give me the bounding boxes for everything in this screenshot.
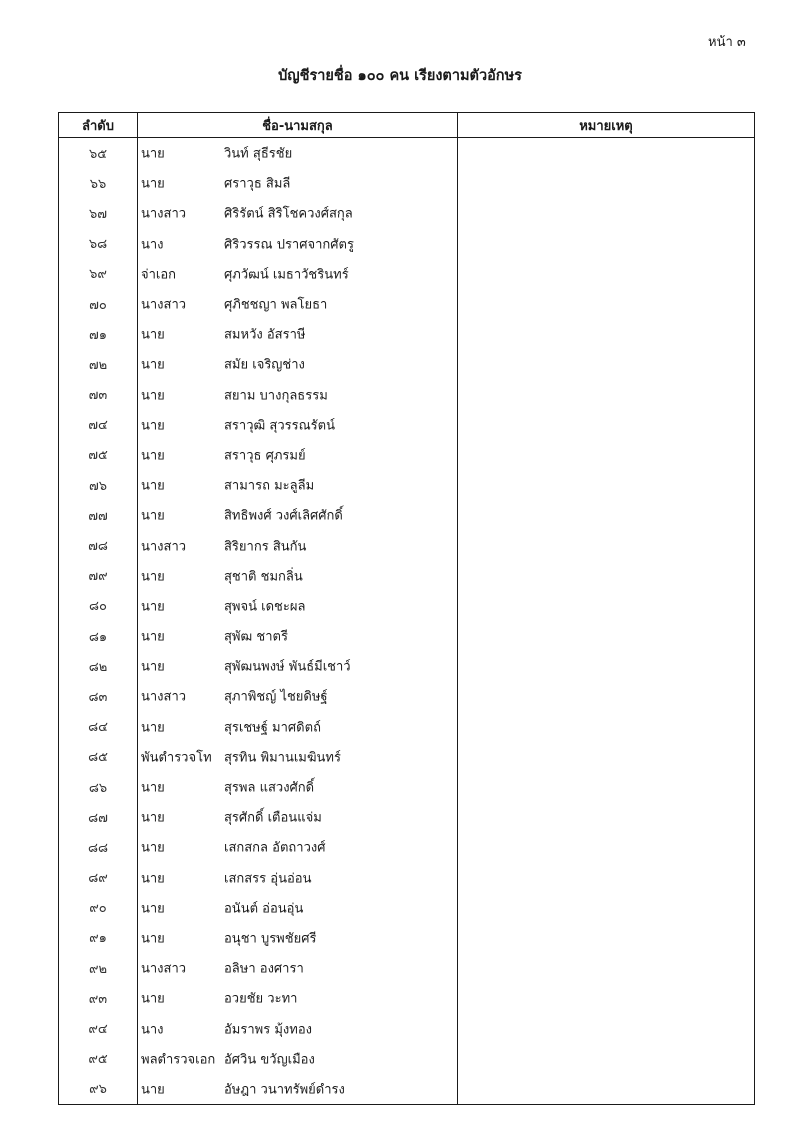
row-remark <box>458 349 755 379</box>
row-name-cell <box>138 168 458 198</box>
row-order-number: ๗๔ <box>59 410 138 440</box>
name-prefix: นาง <box>141 1022 164 1038</box>
page-number: หน้า ๓ <box>708 35 746 50</box>
table-row <box>59 651 755 681</box>
name-prefix: นาย <box>141 780 165 796</box>
row-name-cell <box>138 289 458 319</box>
row-name-cell <box>138 923 458 953</box>
row-name-cell <box>138 983 458 1013</box>
name-prefix: นาย <box>141 629 165 645</box>
row-order-number: ๗๕ <box>59 440 138 470</box>
name-prefix: นางสาว <box>141 297 187 313</box>
table-row <box>59 1074 755 1105</box>
row-name-cell <box>138 138 458 169</box>
row-remark <box>458 651 755 681</box>
full-name: สุภาพิชญ์ ไชยดิษฐ์ <box>224 689 328 705</box>
table-row <box>59 681 755 711</box>
row-remark <box>458 561 755 591</box>
row-order-number: ๖๘ <box>59 229 138 259</box>
full-name: สราวุธ ศุภรมย์ <box>224 448 306 464</box>
row-order-number: ๖๕ <box>59 138 138 169</box>
row-name-cell <box>138 500 458 530</box>
table-row <box>59 138 755 169</box>
row-remark <box>458 863 755 893</box>
row-remark <box>458 621 755 651</box>
full-name: อัศวิน ขวัญเมือง <box>224 1052 315 1068</box>
row-name-cell <box>138 470 458 500</box>
full-name: อนุชา บูรพชัยศรี <box>224 931 317 947</box>
name-prefix: จ่าเอก <box>141 267 177 283</box>
full-name: สุพัฒนพงษ์ พันธ์มีเชาว์ <box>224 659 351 675</box>
table-row <box>59 591 755 621</box>
table-row <box>59 712 755 742</box>
full-name: เสกสรร อุ่นอ่อน <box>224 871 312 887</box>
row-remark <box>458 953 755 983</box>
row-remark <box>458 1013 755 1043</box>
full-name: อัษฎา วนาทรัพย์ดำรง <box>224 1082 345 1098</box>
row-remark <box>458 138 755 169</box>
row-order-number: ๙๖ <box>59 1074 138 1105</box>
row-remark <box>458 380 755 410</box>
row-remark <box>458 681 755 711</box>
row-name-cell <box>138 1044 458 1074</box>
row-order-number: ๙๑ <box>59 923 138 953</box>
full-name: เสกสกล อัตถาวงศ์ <box>224 840 326 856</box>
name-prefix: นาย <box>141 931 165 947</box>
row-remark <box>458 229 755 259</box>
full-name: สุรพล แสวงศักดิ์ <box>224 780 315 796</box>
full-name: ศราวุธ สิมลี <box>224 176 291 192</box>
row-name-cell <box>138 319 458 349</box>
name-prefix: นาย <box>141 1082 165 1098</box>
full-name: ศุภิชชญา พลโยธา <box>224 297 328 313</box>
row-name-cell <box>138 863 458 893</box>
row-remark <box>458 923 755 953</box>
table-row <box>59 530 755 560</box>
full-name: สุรทิน พิมานเมฆินทร์ <box>224 750 341 766</box>
name-prefix: พันตำรวจโท <box>141 750 212 766</box>
row-remark <box>458 319 755 349</box>
row-name-cell <box>138 1013 458 1043</box>
full-name: ศิริวรรณ ปราศจากศัตรู <box>224 237 354 253</box>
column-header-order: ลำดับ <box>59 113 138 138</box>
name-prefix: นาย <box>141 176 165 192</box>
name-prefix: นางสาว <box>141 539 187 555</box>
table-row <box>59 621 755 651</box>
row-name-cell <box>138 742 458 772</box>
row-name-cell <box>138 953 458 983</box>
row-remark <box>458 742 755 772</box>
full-name: สุรศักดิ์ เตือนแจ่ม <box>224 810 322 826</box>
full-name: ศิริรัตน์ สิริโชควงศ์สกุล <box>224 206 353 222</box>
full-name: อัมราพร มุ้งทอง <box>224 1022 312 1038</box>
name-prefix: นาย <box>141 478 165 494</box>
table-row <box>59 349 755 379</box>
row-name-cell <box>138 772 458 802</box>
row-remark <box>458 530 755 560</box>
row-order-number: ๘๙ <box>59 863 138 893</box>
name-prefix: นาย <box>141 448 165 464</box>
table-row <box>59 229 755 259</box>
name-prefix: นางสาว <box>141 961 187 977</box>
row-order-number: ๘๖ <box>59 772 138 802</box>
table-row <box>59 832 755 862</box>
row-name-cell <box>138 259 458 289</box>
table-row <box>59 923 755 953</box>
row-name-cell <box>138 229 458 259</box>
full-name: สิริยากร สินกัน <box>224 539 307 555</box>
row-name-cell <box>138 712 458 742</box>
name-prefix: นางสาว <box>141 206 187 222</box>
column-header-remark: หมายเหตุ <box>458 113 755 138</box>
row-remark <box>458 1044 755 1074</box>
row-name-cell <box>138 349 458 379</box>
row-order-number: ๗๖ <box>59 470 138 500</box>
full-name: สุพจน์ เดชะผล <box>224 599 306 615</box>
document-title: บัญชีรายชื่อ ๑๐๐ คน เรียงตามตัวอักษร <box>278 68 522 84</box>
full-name: สุพัฒ ชาตรี <box>224 629 288 645</box>
row-name-cell <box>138 561 458 591</box>
table-row <box>59 500 755 530</box>
row-order-number: ๗๑ <box>59 319 138 349</box>
name-prefix: นาย <box>141 840 165 856</box>
row-name-cell <box>138 832 458 862</box>
table-row <box>59 440 755 470</box>
row-order-number: ๙๕ <box>59 1044 138 1074</box>
name-prefix: นาย <box>141 569 165 585</box>
full-name: สุรเชษฐ์ มาศดิตถ์ <box>224 720 321 736</box>
row-order-number: ๘๐ <box>59 591 138 621</box>
name-prefix: นาง <box>141 237 164 253</box>
table-row <box>59 168 755 198</box>
name-prefix: นาย <box>141 388 165 404</box>
row-remark <box>458 1074 755 1105</box>
table-row <box>59 983 755 1013</box>
full-name: สิทธิพงศ์ วงศ์เลิศศักดิ์ <box>224 508 343 524</box>
row-order-number: ๗๙ <box>59 561 138 591</box>
name-prefix: นาย <box>141 508 165 524</box>
row-order-number: ๖๗ <box>59 198 138 228</box>
full-name: อนันต์ อ่อนอุ่น <box>224 901 304 917</box>
row-remark <box>458 893 755 923</box>
row-name-cell <box>138 198 458 228</box>
table-row <box>59 1044 755 1074</box>
name-prefix: นาย <box>141 659 165 675</box>
full-name: อลิษา องศารา <box>224 961 304 977</box>
row-order-number: ๙๓ <box>59 983 138 1013</box>
row-remark <box>458 772 755 802</box>
row-remark <box>458 470 755 500</box>
row-order-number: ๘๒ <box>59 651 138 681</box>
full-name: วินท์ สุธีรชัย <box>224 146 293 162</box>
row-remark <box>458 198 755 228</box>
row-name-cell <box>138 380 458 410</box>
row-name-cell <box>138 651 458 681</box>
row-name-cell <box>138 802 458 832</box>
roster-table <box>58 112 755 1105</box>
row-order-number: ๖๖ <box>59 168 138 198</box>
row-order-number: ๗๗ <box>59 500 138 530</box>
row-remark <box>458 983 755 1013</box>
row-name-cell <box>138 410 458 440</box>
name-prefix: นางสาว <box>141 689 187 705</box>
row-order-number: ๘๔ <box>59 712 138 742</box>
row-name-cell <box>138 681 458 711</box>
row-order-number: ๘๗ <box>59 802 138 832</box>
table-row <box>59 802 755 832</box>
row-order-number: ๗๓ <box>59 380 138 410</box>
table-row <box>59 289 755 319</box>
table-header-row <box>59 113 755 138</box>
row-order-number: ๗๒ <box>59 349 138 379</box>
row-name-cell <box>138 621 458 651</box>
row-order-number: ๘๘ <box>59 832 138 862</box>
table-row <box>59 772 755 802</box>
row-remark <box>458 500 755 530</box>
table-row <box>59 410 755 440</box>
row-order-number: ๙๔ <box>59 1013 138 1043</box>
name-prefix: นาย <box>141 871 165 887</box>
table-row <box>59 561 755 591</box>
row-name-cell <box>138 1074 458 1105</box>
row-order-number: ๗๘ <box>59 530 138 560</box>
full-name: สมัย เจริญช่าง <box>224 357 305 373</box>
table-row <box>59 893 755 923</box>
row-order-number: ๘๓ <box>59 681 138 711</box>
row-name-cell <box>138 440 458 470</box>
table-row <box>59 259 755 289</box>
name-prefix: นาย <box>141 418 165 434</box>
name-prefix: นาย <box>141 146 165 162</box>
name-prefix: นาย <box>141 599 165 615</box>
table-row <box>59 1013 755 1043</box>
table-row <box>59 198 755 228</box>
row-order-number: ๖๙ <box>59 259 138 289</box>
name-prefix: นาย <box>141 991 165 1007</box>
name-prefix: นาย <box>141 327 165 343</box>
row-remark <box>458 440 755 470</box>
table-row <box>59 863 755 893</box>
row-order-number: ๘๑ <box>59 621 138 651</box>
full-name: สมหวัง อัสราษี <box>224 327 306 343</box>
row-remark <box>458 289 755 319</box>
full-name: ศุภวัฒน์ เมธาวัชรินทร์ <box>224 267 349 283</box>
row-remark <box>458 410 755 440</box>
name-prefix: นาย <box>141 357 165 373</box>
row-name-cell <box>138 530 458 560</box>
name-prefix: พลตำรวจเอก <box>141 1052 216 1068</box>
row-remark <box>458 591 755 621</box>
row-order-number: ๙๒ <box>59 953 138 983</box>
row-order-number: ๗๐ <box>59 289 138 319</box>
row-remark <box>458 802 755 832</box>
table-row <box>59 742 755 772</box>
row-remark <box>458 712 755 742</box>
name-prefix: นาย <box>141 720 165 736</box>
full-name: สยาม บางกุลธรรม <box>224 388 328 404</box>
row-name-cell <box>138 893 458 923</box>
row-remark <box>458 168 755 198</box>
full-name: สราวุฒิ สุวรรณรัตน์ <box>224 418 335 434</box>
table-row <box>59 953 755 983</box>
name-prefix: นาย <box>141 810 165 826</box>
row-name-cell <box>138 591 458 621</box>
row-remark <box>458 259 755 289</box>
name-prefix: นาย <box>141 901 165 917</box>
row-order-number: ๙๐ <box>59 893 138 923</box>
row-remark <box>458 832 755 862</box>
table-row <box>59 470 755 500</box>
full-name: สุชาติ ชมกลิ่น <box>224 569 303 585</box>
table-row <box>59 380 755 410</box>
full-name: สามารถ มะลูลีม <box>224 478 315 494</box>
full-name: อวยชัย วะทา <box>224 991 298 1007</box>
table-row <box>59 319 755 349</box>
row-order-number: ๘๕ <box>59 742 138 772</box>
column-header-name: ชื่อ-นามสกุล <box>138 113 458 138</box>
table-body <box>59 138 755 1105</box>
